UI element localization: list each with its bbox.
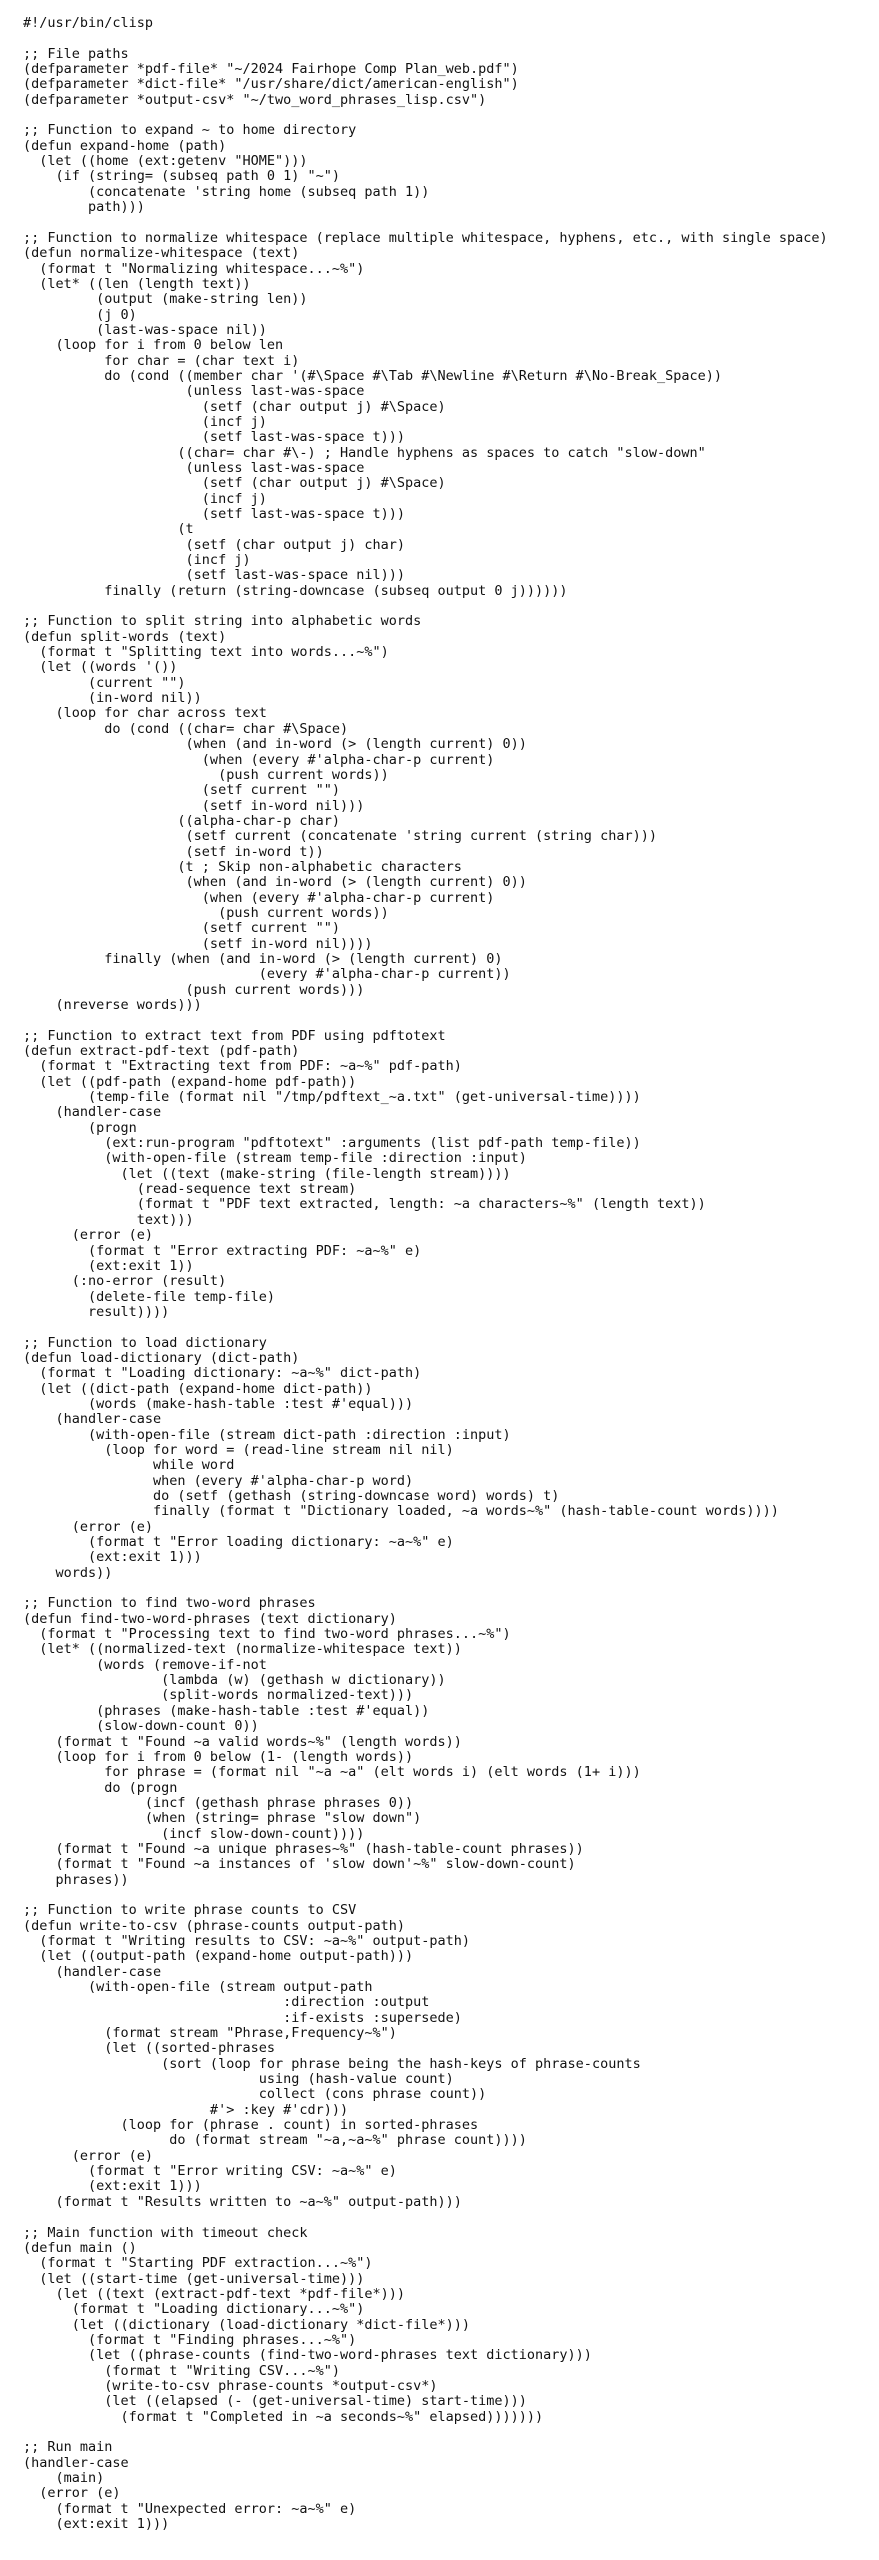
code-line: (last-was-space nil)) — [23, 321, 267, 338]
code-line: (every #'alpha-char-p current)) — [23, 966, 511, 983]
code-line: (when (every #'alpha-char-p current) — [23, 889, 495, 906]
code-line: (phrases (make-hash-table :test #'equal)) — [23, 1702, 430, 1719]
code-line: (format t "Extracting text from PDF: ~a~%" pdf-path) — [23, 1058, 462, 1075]
code-line: (loop for i from 0 below (1- (length words)) — [23, 1748, 414, 1765]
code-line: (let ((elapsed (- (get-universal-time) start-time))) — [23, 2393, 527, 2410]
code-line: (:no-error (result) — [23, 1273, 227, 1290]
code-line: (t — [23, 521, 194, 538]
code-line: (ext:exit 1))) — [23, 1549, 202, 1566]
code-line: (let ((output-path (expand-home output-path))) — [23, 1948, 414, 1965]
code-line: (format t "Completed in ~a seconds~%" elapsed))))))) — [23, 2408, 544, 2425]
code-line: (format t "Splitting text into words...~%") — [23, 644, 389, 661]
code-line: (defun extract-pdf-text (pdf-path) — [23, 1043, 300, 1060]
code-line: (setf in-word t)) — [23, 843, 324, 860]
code-line: (if (string= (subseq path 0 1) "~") — [23, 168, 340, 185]
code-line: ;; Function to normalize whitespace (replace multiple whitespace, hyphens, etc., with single space) — [23, 229, 828, 246]
code-line: (format t "Error loading dictionary: ~a~%" e) — [23, 1534, 454, 1551]
code-line: (handler-case — [23, 2454, 129, 2471]
code-line: (when (and in-word (> (length current) 0)) — [23, 874, 527, 891]
code-line: (incf j) — [23, 490, 267, 507]
code-line — [23, 2425, 828, 2440]
code-line: (format t "Found ~a instances of 'slow down'~%" slow-down-count) — [23, 1856, 576, 1873]
code-line: (push current words)) — [23, 766, 389, 783]
code-line: (setf current "") — [23, 920, 340, 937]
code-line: (let ((home (ext:getenv "HOME"))) — [23, 153, 308, 170]
code-line: (handler-case — [23, 1411, 162, 1428]
code-line: (defun load-dictionary (dict-path) — [23, 1349, 300, 1366]
code-line: words)) — [23, 1564, 113, 1581]
code-line: (loop for i from 0 below len — [23, 337, 284, 354]
code-line: (setf (char output j) char) — [23, 536, 406, 553]
code-line: (let ((phrase-counts (find-two-word-phrases text dictionary))) — [23, 2347, 592, 2364]
code-line: (incf (gethash phrase phrases 0)) — [23, 1794, 414, 1811]
code-listing — [23, 16, 828, 2532]
code-line: (setf current "") — [23, 782, 340, 799]
code-line: (error (e) — [23, 1518, 154, 1535]
code-line: (setf last-was-space nil))) — [23, 567, 406, 584]
code-line: (format t "Processing text to find two-word phrases...~%") — [23, 1626, 511, 1643]
code-line: (format t "Unexpected error: ~a~%" e) — [23, 2500, 357, 2517]
code-line: (ext:exit 1))) — [23, 2178, 202, 2195]
code-line: (format t "Writing results to CSV: ~a~%" output-path) — [23, 1932, 471, 1949]
code-line: (setf last-was-space t))) — [23, 429, 406, 446]
code-line: #'> :key #'cdr))) — [23, 2101, 349, 2118]
code-line: (setf in-word nil)))) — [23, 935, 373, 952]
code-line: (format t "Found ~a unique phrases~%" (hash-table-count phrases)) — [23, 1840, 584, 1857]
code-line: (concatenate 'string home (subseq path 1)) — [23, 183, 430, 200]
code-line: (let ((dict-path (expand-home dict-path)) — [23, 1380, 373, 1397]
code-line: ;; Run main — [23, 2439, 113, 2456]
code-line: (in-word nil)) — [23, 690, 202, 707]
code-line: finally (when (and in-word (> (length current) 0) — [23, 950, 503, 967]
code-line: (let ((sorted-phrases — [23, 2040, 275, 2057]
code-line: (loop for char across text — [23, 705, 267, 722]
code-line: (loop for (phrase . count) in sorted-phrases — [23, 2117, 479, 2134]
code-line: (error (e) — [23, 2147, 154, 2164]
code-line: (handler-case — [23, 1963, 162, 1980]
code-line: (split-words normalized-text))) — [23, 1687, 414, 1704]
code-line: ;; File paths — [23, 45, 129, 62]
code-line: result)))) — [23, 1303, 170, 1320]
code-line: (defparameter *pdf-file* "~/2024 Fairhope Comp Plan_web.pdf") — [23, 61, 519, 78]
code-line: (format t "Loading dictionary...~%") — [23, 2301, 365, 2318]
code-line: (let ((text (make-string (file-length stream)))) — [23, 1165, 511, 1182]
code-line: (j 0) — [23, 306, 137, 323]
code-line: finally (format t "Dictionary loaded, ~a words~%" (hash-table-count words)))) — [23, 1503, 779, 1520]
code-line: (let ((pdf-path (expand-home pdf-path)) — [23, 1073, 357, 1090]
code-line: (ext:exit 1)) — [23, 1257, 194, 1274]
code-line: (defun main () — [23, 2239, 137, 2256]
code-line: text))) — [23, 1211, 194, 1228]
code-line: finally (return (string-downcase (subseq output 0 j)))))) — [23, 582, 568, 599]
code-line: (lambda (w) (gethash w dictionary)) — [23, 1672, 446, 1689]
code-line: (slow-down-count 0)) — [23, 1718, 259, 1735]
code-line: (words (remove-if-not — [23, 1656, 267, 1673]
code-line: (error (e) — [23, 1227, 154, 1244]
code-line: (defun find-two-word-phrases (text dictionary) — [23, 1610, 397, 1627]
code-line — [23, 1581, 828, 1596]
code-line: ;; Function to load dictionary — [23, 1334, 267, 1351]
code-line: (format t "Finding phrases...~%") — [23, 2331, 357, 2348]
code-line: (when (string= phrase "slow down") — [23, 1810, 422, 1827]
code-line: (format stream "Phrase,Frequency~%") — [23, 2025, 397, 2042]
code-line: (format t "Writing CSV...~%") — [23, 2362, 340, 2379]
code-line: (defun normalize-whitespace (text) — [23, 245, 300, 262]
code-line: (defun write-to-csv (phrase-counts output-path) — [23, 1917, 406, 1934]
code-line: (delete-file temp-file) — [23, 1288, 275, 1305]
code-line: (with-open-file (stream output-path — [23, 1979, 373, 1995]
code-line: :direction :output — [23, 1994, 430, 2011]
code-line: do (cond ((member char '(#\Space #\Tab #\Newline #\Return #\No-Break_Space)) — [23, 367, 722, 384]
code-line: (unless last-was-space — [23, 383, 365, 400]
code-line — [23, 2210, 828, 2225]
code-line: (progn — [23, 1119, 137, 1136]
code-line: (let* ((normalized-text (normalize-whitespace text)) — [23, 1641, 462, 1658]
code-line: phrases)) — [23, 1871, 129, 1888]
code-line: (let ((dictionary (load-dictionary *dict-file*))) — [23, 2316, 471, 2333]
code-line: (defparameter *dict-file* "/usr/share/dict/american-english") — [23, 76, 519, 93]
code-line: (write-to-csv phrase-counts *output-csv*) — [23, 2377, 438, 2394]
code-line: ;; Function to find two-word phrases — [23, 1595, 316, 1612]
code-line: (push current words)) — [23, 904, 389, 921]
code-line: ((char= char #\-) ; Handle hyphens as spaces to catch "slow-down" — [23, 444, 706, 461]
code-line: (setf (char output j) #\Space) — [23, 475, 446, 492]
code-line: (defun expand-home (path) — [23, 137, 227, 154]
code-line: do (progn — [23, 1779, 178, 1796]
code-line: (let ((words '()) — [23, 659, 178, 676]
code-line: (nreverse words))) — [23, 997, 202, 1013]
code-line: (ext:run-program "pdftotext" :arguments (list pdf-path temp-file)) — [23, 1135, 641, 1152]
code-line: (let ((start-time (get-universal-time))) — [23, 2270, 365, 2287]
code-line: when (every #'alpha-char-p word) — [23, 1472, 414, 1489]
code-line: #!/usr/bin/clisp — [23, 15, 154, 31]
code-line: (format t "Found ~a valid words~%" (length words)) — [23, 1733, 462, 1750]
code-line: ;; Function to split string into alphabetic words — [23, 613, 422, 630]
code-line: (let ((text (extract-pdf-text *pdf-file*))) — [23, 2285, 406, 2302]
code-line: (format t "PDF text extracted, length: ~a characters~%" (length text)) — [23, 1196, 706, 1213]
code-line: (error (e) — [23, 2485, 121, 2502]
code-line — [23, 108, 828, 123]
code-line: (setf last-was-space t))) — [23, 506, 406, 522]
code-line: (format t "Normalizing whitespace...~%") — [23, 260, 365, 277]
code-line: (push current words))) — [23, 981, 365, 998]
code-line: (incf slow-down-count)))) — [23, 1825, 365, 1842]
code-line: ;; Function to write phrase counts to CSV — [23, 1902, 357, 1919]
code-line: (output (make-string len)) — [23, 291, 308, 308]
code-line: (words (make-hash-table :test #'equal))) — [23, 1395, 414, 1412]
code-line: (when (every #'alpha-char-p current) — [23, 751, 495, 768]
code-line: (t ; Skip non-alphabetic characters — [23, 858, 462, 875]
code-line — [23, 1888, 828, 1903]
code-line — [23, 31, 828, 46]
code-line: (main) — [23, 2470, 105, 2486]
code-line: (current "") — [23, 674, 186, 691]
code-line: (format t "Starting PDF extraction...~%") — [23, 2255, 373, 2272]
code-line: do (format stream "~a,~a~%" phrase count)))) — [23, 2132, 527, 2149]
code-line: (with-open-file (stream dict-path :direction :input) — [23, 1426, 511, 1443]
code-line: do (setf (gethash (string-downcase word) words) t) — [23, 1488, 560, 1504]
code-line: (setf (char output j) #\Space) — [23, 398, 446, 415]
code-line: (incf j) — [23, 413, 267, 430]
code-line — [23, 599, 828, 614]
code-line: (ext:exit 1))) — [23, 2516, 170, 2533]
code-line: (setf in-word nil))) — [23, 797, 365, 814]
code-line: (sort (loop for phrase being the hash-keys of phrase-counts — [23, 2055, 641, 2072]
code-line: ;; Main function with timeout check — [23, 2224, 308, 2241]
code-line: for char = (char text i) — [23, 352, 300, 369]
code-line — [23, 215, 828, 230]
code-line: (defun split-words (text) — [23, 628, 227, 645]
code-line: while word — [23, 1457, 235, 1474]
code-line: (format t "Loading dictionary: ~a~%" dict-path) — [23, 1365, 422, 1382]
code-line: for phrase = (format nil "~a ~a" (elt words i) (elt words (1+ i))) — [23, 1764, 641, 1781]
code-line: ((alpha-char-p char) — [23, 812, 340, 829]
code-line: using (hash-value count) — [23, 2071, 454, 2088]
code-line: (loop for word = (read-line stream nil nil) — [23, 1441, 454, 1458]
code-line: (format t "Results written to ~a~%" output-path))) — [23, 2193, 462, 2210]
code-line: (format t "Error writing CSV: ~a~%" e) — [23, 2163, 397, 2180]
code-line: (let* ((len (length text)) — [23, 275, 251, 292]
code-line: (defparameter *output-csv* "~/two_word_phrases_lisp.csv") — [23, 91, 487, 108]
code-line: (unless last-was-space — [23, 459, 365, 476]
code-line: :if-exists :supersede) — [23, 2009, 462, 2026]
code-line: ;; Function to extract text from PDF using pdftotext — [23, 1027, 446, 1044]
code-line: (setf current (concatenate 'string current (string char))) — [23, 828, 657, 845]
code-line: do (cond ((char= char #\Space) — [23, 720, 349, 737]
code-line: (format t "Error extracting PDF: ~a~%" e) — [23, 1242, 422, 1259]
code-line: path))) — [23, 199, 145, 216]
code-line: (incf j) — [23, 552, 251, 569]
code-line: (read-sequence text stream) — [23, 1181, 357, 1198]
code-line: ;; Function to expand ~ to home directory — [23, 122, 357, 139]
code-line: collect (cons phrase count)) — [23, 2086, 487, 2103]
code-line: (handler-case — [23, 1104, 162, 1121]
code-line — [23, 1320, 828, 1335]
code-line: (when (and in-word (> (length current) 0)) — [23, 736, 527, 753]
code-line — [23, 1013, 828, 1028]
code-line: (with-open-file (stream temp-file :direction :input) — [23, 1150, 527, 1167]
code-line: (temp-file (format nil "/tmp/pdftext_~a.txt" (get-universal-time)))) — [23, 1089, 641, 1106]
